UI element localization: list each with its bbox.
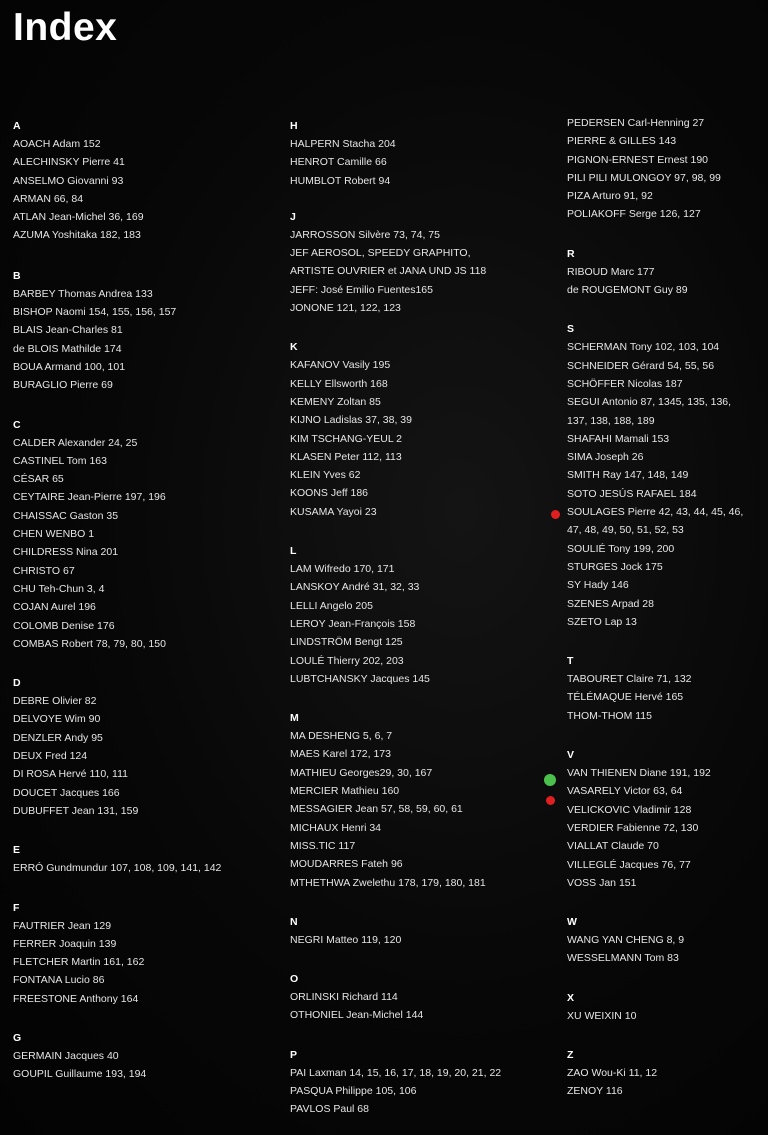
index-entry: POLIAKOFF Serge 126, 127 (567, 208, 701, 221)
index-letter-heading: E (13, 844, 21, 857)
index-group (13, 841, 271, 877)
index-entry: ATLAN Jean-Michel 36, 169 (13, 211, 144, 224)
index-entry: PEDERSEN Carl-Henning 27 (567, 117, 705, 129)
index-entry: BURAGLIO Pierre 69 (13, 379, 113, 392)
index-entry: SIMA Joseph 26 (567, 451, 644, 464)
index-letter-heading: W (567, 916, 577, 929)
index-entry: FLETCHER Martin 161, 162 (13, 956, 145, 969)
index-group (290, 338, 548, 521)
index-entry: ALECHINSKY Pierre 41 (13, 156, 125, 169)
index-entry: VAN THIENEN Diane 191, 192 (567, 767, 711, 780)
index-entry: LUBTCHANSKY Jacques 145 (290, 672, 430, 685)
index-entry: ARMAN 66, 84 (13, 192, 84, 205)
index-group (567, 652, 767, 725)
index-group (13, 674, 271, 820)
index-entry: 137, 138, 188, 189 (567, 414, 655, 427)
index-entry: RIBOUD Marc 177 (567, 265, 655, 278)
soulages-marker (551, 510, 560, 519)
index-entry: SY Hady 146 (567, 579, 629, 592)
page-title: Index (13, 6, 118, 49)
index-entry: CHAISSAC Gaston 35 (13, 509, 119, 522)
index-entry: OTHONIEL Jean-Michel 144 (290, 1009, 424, 1022)
index-entry: de BLOIS Mathilde 174 (13, 342, 122, 355)
index-letter-heading: M (290, 712, 299, 725)
index-entry: AZUMA Yoshitaka 182, 183 (13, 229, 141, 242)
index-letter-heading: B (13, 269, 21, 282)
index-entry: JEFF: José Emilio Fuentes165 (290, 283, 433, 296)
index-entry: BISHOP Naomi 154, 155, 156, 157 (13, 306, 177, 319)
vasarely-marker (546, 796, 555, 805)
index-entry: COMBAS Robert 78, 79, 80, 150 (13, 637, 166, 650)
index-entry: KAFANOV Vasily 195 (290, 359, 391, 372)
index-entry: PIZA Arturo 91, 92 (567, 190, 653, 203)
index-entry: PAI Laxman 14, 15, 16, 17, 18, 19, 20, 21, 22 (290, 1066, 502, 1079)
index-entry: PAVLOS Paul 68 (290, 1103, 369, 1116)
index-entry: LOULÉ Thierry 202, 203 (290, 654, 404, 667)
index-entry: 47, 48, 49, 50, 51, 52, 53 (567, 524, 684, 537)
index-group (13, 267, 271, 395)
index-group (567, 913, 767, 968)
index-entry: JARROSSON Silvère 73, 74, 75 (290, 228, 440, 241)
index-entry: TÉLÉMAQUE Hervé 165 (567, 691, 684, 704)
index-entry: MERCIER Mathieu 160 (290, 785, 400, 798)
index-entry: DUBUFFET Jean 131, 159 (13, 804, 139, 817)
index-entry: KIJNO Ladislas 37, 38, 39 (290, 414, 412, 427)
index-entry: ERRÓ Gundmundur 107, 108, 109, 141, 142 (13, 862, 222, 875)
index-entry: SZENES Arpad 28 (567, 597, 654, 610)
index-group (290, 709, 548, 892)
index-entry: VILLEGLÉ Jacques 76, 77 (567, 858, 691, 871)
index-entry: ANSELMO Giovanni 93 (13, 174, 124, 187)
index-entry: CHRISTO 67 (13, 564, 75, 577)
index-entry: LEROY Jean-François 158 (290, 617, 416, 630)
index-entry: LELLI Angelo 205 (290, 599, 373, 612)
index-group (290, 970, 548, 1025)
index-entry: KEMENY Zoltan 85 (290, 395, 381, 408)
index-group (13, 416, 271, 654)
index-entry: MA DESHENG 5, 6, 7 (290, 730, 393, 743)
index-entry: FAUTRIER Jean 129 (13, 919, 112, 932)
index-entry: FERRER Joaquin 139 (13, 937, 117, 950)
index-letter-heading: O (290, 973, 299, 986)
index-letter-heading: R (567, 247, 575, 260)
index-entry: VOSS Jan 151 (567, 876, 637, 889)
index-letter-heading: L (290, 545, 297, 558)
index-entry: BLAIS Jean-Charles 81 (13, 324, 123, 337)
index-group (290, 913, 548, 949)
index-entry: VELICKOVIC Vladimir 128 (567, 803, 692, 816)
index-entry: LANSKOY André 31, 32, 33 (290, 581, 420, 594)
index-letter-heading: Z (567, 1048, 574, 1061)
index-entry: SCHNEIDER Gérard 54, 55, 56 (567, 359, 715, 372)
index-entry: SMITH Ray 147, 148, 149 (567, 469, 689, 482)
index-group (567, 1046, 767, 1101)
index-entry: KLEIN Yves 62 (290, 469, 361, 482)
index-entry: LAM Wifredo 170, 171 (290, 563, 395, 576)
index-entry: WANG YAN CHENG 8, 9 (567, 934, 685, 947)
index-letter-heading: F (13, 901, 20, 914)
index-entry: SOTO JESÚS RAFAEL 184 (567, 487, 697, 500)
index-entry: MATHIEU Georges29, 30, 167 (290, 766, 433, 779)
index-entry: FONTANA Lucio 86 (13, 974, 105, 987)
index-entry: MOUDARRES Fateh 96 (290, 858, 403, 871)
index-entry: PILI PILI MULONGOY 97, 98, 99 (567, 171, 721, 184)
index-entry: BOUA Armand 100, 101 (13, 360, 126, 373)
index-entry: FREESTONE Anthony 164 (13, 992, 139, 1005)
index-group (567, 746, 767, 892)
index-letter-heading: H (290, 120, 298, 132)
index-column-2 (290, 96, 548, 1119)
index-letter-heading: X (567, 991, 575, 1004)
index-group (13, 899, 271, 1008)
index-group (567, 114, 767, 224)
index-entry: DENZLER Andy 95 (13, 731, 103, 744)
index-entry: JONONE 121, 122, 123 (290, 302, 401, 315)
index-entry: CEYTAIRE Jean-Pierre 197, 196 (13, 491, 166, 504)
index-letter-heading: C (13, 418, 21, 431)
index-entry: HENROT Camille 66 (290, 156, 387, 169)
index-entry: MAES Karel 172, 173 (290, 748, 391, 761)
index-entry: SCHERMAN Tony 102, 103, 104 (567, 341, 720, 354)
index-entry: NEGRI Matteo 119, 120 (290, 933, 402, 946)
index-entry: KELLY Ellsworth 168 (290, 377, 388, 390)
index-entry: GERMAIN Jacques 40 (13, 1049, 119, 1062)
index-entry: AOACH Adam 152 (13, 138, 101, 150)
index-group (567, 245, 767, 300)
index-entry: SOULIÉ Tony 199, 200 (567, 542, 675, 555)
index-group (290, 1046, 548, 1119)
index-entry: THOM-THOM 115 (567, 709, 652, 722)
index-entry: MISS.TIC 117 (290, 839, 356, 852)
index-entry: PASQUA Philippe 105, 106 (290, 1084, 417, 1097)
index-entry: CHU Teh-Chun 3, 4 (13, 582, 105, 595)
index-entry: STURGES Jock 175 (567, 560, 663, 573)
index-entry: LINDSTRÖM Bengt 125 (290, 636, 403, 649)
index-entry: JEF AEROSOL, SPEEDY GRAPHITO, (290, 247, 471, 260)
index-letter-heading: V (567, 749, 575, 762)
index-entry: VIALLAT Claude 70 (567, 840, 659, 853)
index-letter-heading: D (13, 677, 21, 690)
index-entry: TABOURET Claire 71, 132 (567, 673, 692, 686)
index-letter-heading: N (290, 915, 298, 928)
index-letter-heading: A (13, 120, 21, 132)
index-entry: PIERRE & GILLES 143 (567, 135, 677, 148)
index-group (567, 989, 767, 1025)
index-entry: CALDER Alexander 24, 25 (13, 436, 138, 449)
index-group (290, 117, 548, 190)
index-column-1 (13, 96, 271, 1084)
index-entry: KIM TSCHANG-YEUL 2 (290, 432, 403, 445)
index-entry: SZETO Lap 13 (567, 615, 637, 628)
index-entry: DEUX Fred 124 (13, 750, 88, 763)
index-entry: SEGUI Antonio 87, 1345, 135, 136, (567, 396, 732, 409)
index-entry: HUMBLOT Robert 94 (290, 174, 391, 187)
index-column-3 (567, 96, 767, 1101)
index-entry: MICHAUX Henri 34 (290, 821, 382, 834)
index-letter-heading: G (13, 1031, 22, 1044)
index-entry: COLOMB Denise 176 (13, 619, 115, 632)
index-entry: KOONS Jeff 186 (290, 487, 369, 500)
index-letter-heading: K (290, 341, 298, 354)
index-group (290, 542, 548, 688)
index-entry: GOUPIL Guillaume 193, 194 (13, 1068, 147, 1081)
index-entry: ARTISTE OUVRIER et JANA UND JS 118 (290, 265, 487, 278)
index-entry: CHEN WENBO 1 (13, 528, 95, 541)
index-letter-heading: S (567, 323, 575, 336)
index-entry: ORLINSKI Richard 114 (290, 991, 398, 1004)
index-entry: MESSAGIER Jean 57, 58, 59, 60, 61 (290, 803, 463, 816)
index-entry: SCHÖFFER Nicolas 187 (567, 377, 683, 390)
index-entry: COJAN Aurel 196 (13, 601, 96, 614)
index-entry: DI ROSA Hervé 110, 111 (13, 768, 128, 781)
index-entry: DELVOYE Wim 90 (13, 713, 101, 726)
index-letter-heading: T (567, 655, 574, 668)
index-entry: WESSELMANN Tom 83 (567, 952, 679, 965)
index-entry: BARBEY Thomas Andrea 133 (13, 287, 153, 300)
index-entry: SHAFAHI Mamali 153 (567, 432, 670, 445)
index-entry: SOULAGES Pierre 42, 43, 44, 45, 46, (567, 506, 744, 519)
index-entry: CHILDRESS Nina 201 (13, 546, 119, 559)
index-entry: KLASEN Peter 112, 113 (290, 450, 402, 463)
index-group (567, 320, 767, 631)
index-entry: CASTINEL Tom 163 (13, 454, 107, 467)
index-entry: CÉSAR 65 (13, 473, 64, 486)
index-entry: VERDIER Fabienne 72, 130 (567, 821, 699, 834)
index-entry: PIGNON-ERNEST Ernest 190 (567, 153, 709, 166)
index-entry: ZENOY 116 (567, 1085, 623, 1098)
index-entry: DEBRE Olivier 82 (13, 695, 97, 708)
index-letter-heading: J (290, 210, 296, 223)
index-entry: ZAO Wou-Ki 11, 12 (567, 1066, 658, 1079)
index-entry: KUSAMA Yayoi 23 (290, 505, 377, 518)
index-entry: MTHETHWA Zwelethu 178, 179, 180, 181 (290, 876, 486, 889)
index-group (290, 208, 548, 317)
index-group (13, 1029, 271, 1084)
index-letter-heading: P (290, 1048, 298, 1061)
index-entry: XU WEIXIN 10 (567, 1009, 637, 1022)
index-entry: DOUCET Jacques 166 (13, 786, 120, 799)
index-entry: VASARELY Victor 63, 64 (567, 785, 683, 798)
van-thienen-marker (544, 774, 556, 786)
index-entry: de ROUGEMONT Guy 89 (567, 284, 688, 297)
index-group (13, 117, 271, 245)
index-entry: HALPERN Stacha 204 (290, 138, 396, 150)
